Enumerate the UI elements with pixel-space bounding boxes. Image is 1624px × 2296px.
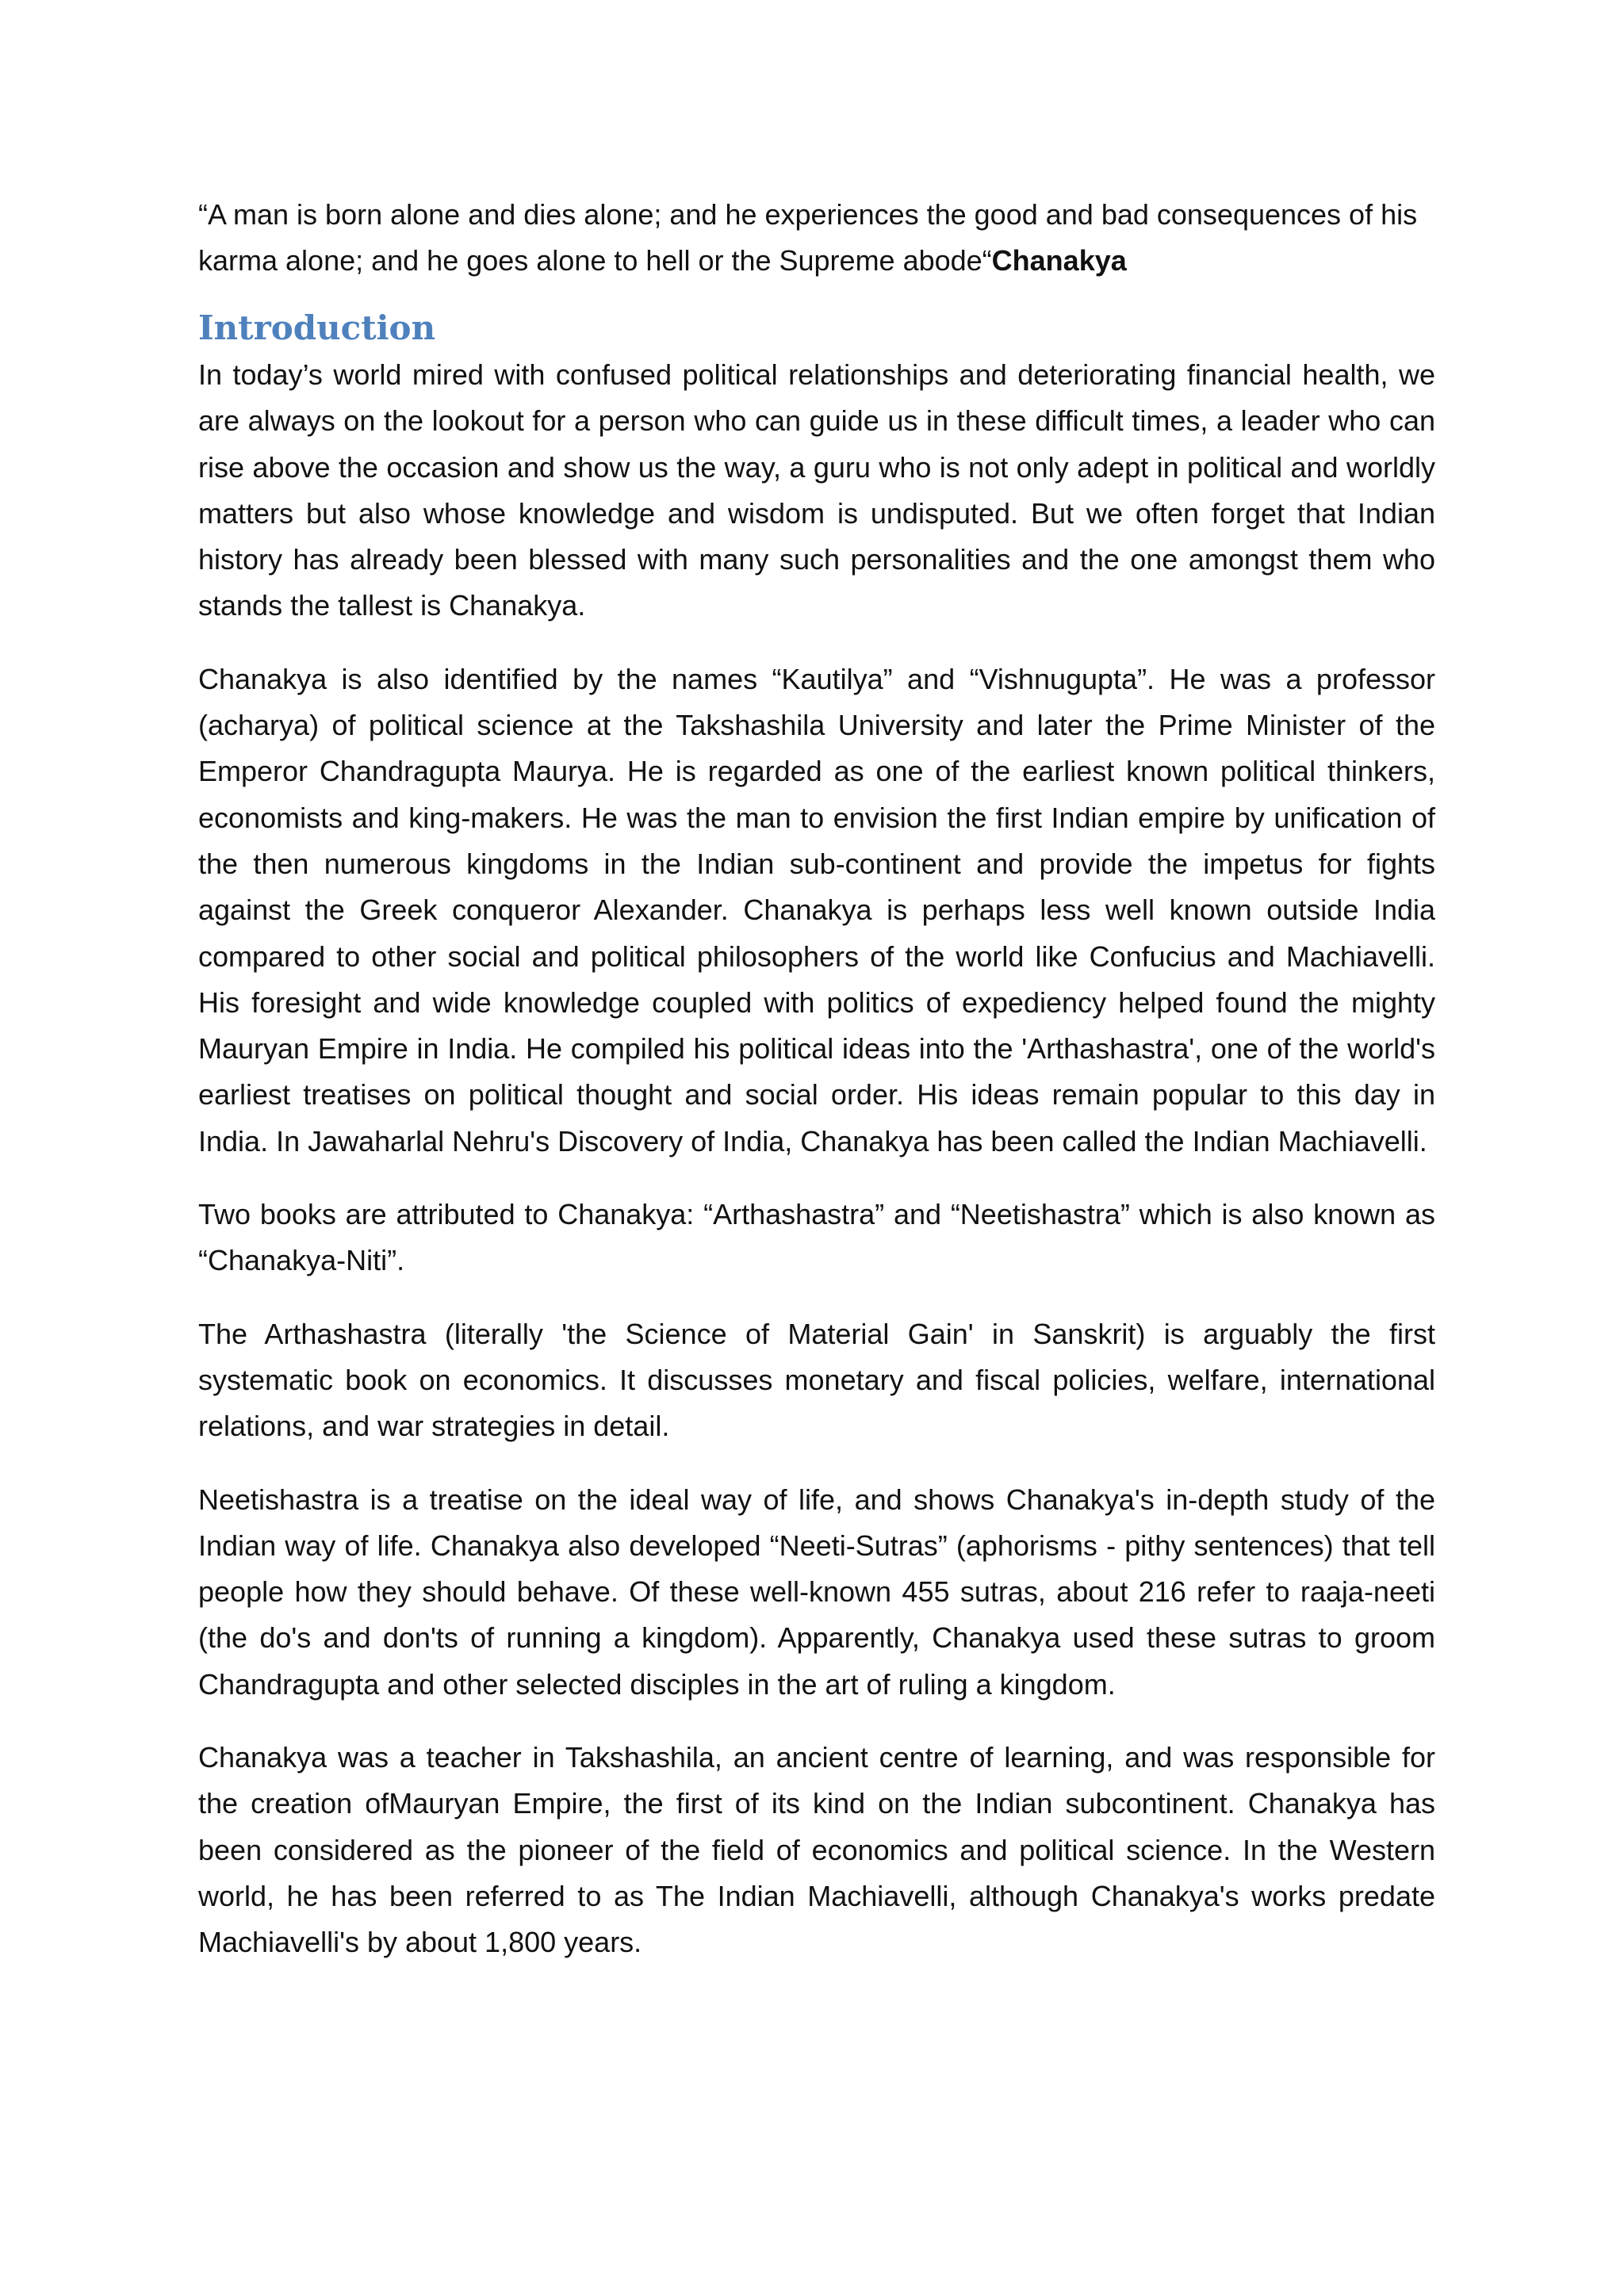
quote-author: Chanakya [991, 244, 1127, 277]
paragraph-identity: Chanakya is also identified by the names “Kautilya” and “Vishnugupta”. He was a professor (acharya) of political science at the Takshashila University and later the Prime Minister of the Emperor Chandragupta Maurya. He is regarded as one of the earliest known political thinkers, economists and king-makers. He was the man to envision the first Indian empire by unification of the then numerous kingdoms in the Indian sub-continent and provide the impetus for fights against the Greek conqueror Alexander. Chanakya is perhaps less well known outside India compared to other social and political philosophers of the world like Confucius and Machiavelli. His foresight and wide knowledge coupled with politics of expediency helped found the mighty Mauryan Empire in India. He compiled his political ideas into the 'Arthashastra', one of the world's earliest treatises on political thought and social order. His ideas remain popular to this day in India. In Jawaharlal Nehru's Discovery of India, Chanakya has been called the Indian Machiavelli. [198, 662, 1435, 1158]
paragraph-teacher: Chanakya was a teacher in Takshashila, an ancient centre of learning, and was responsible for the creation ofMauryan Empire, the first of its kind on the Indian subcontinent. Chanakya has been considered as the pioneer of the field of economics and political science. In the Western world, he has been referred to as The Indian Machiavelli, although Chanakya's works predate Machiavelli's by about 1,800 years. [198, 1741, 1435, 1959]
paragraph-books: Two books are attributed to Chanakya: “Arthashastra” and “Neetishastra” which is also known as “Chanakya-Niti”. [198, 1198, 1435, 1277]
paragraph-intro: In today’s world mired with confused political relationships and deteriorating financial health, we are always on the lookout for a person who can guide us in these difficult times, a leader who can rise above the occasion and show us the way, a guru who is not only adept in political and worldly matters but also whose knowledge and wisdom is undisputed. But we often forget that Indian history has already been blessed with many such personalities and the one amongst them who stands the tallest is Chanakya. [198, 358, 1435, 622]
paragraph-neetishastra: Neetishastra is a treatise on the ideal way of life, and shows Chanakya's in-depth study of the Indian way of life. Chanakya also developed “Neeti-Sutras” (aphorisms - pithy sentences) that tell people how they should behave. Of these well-known 455 sutras, about 216 refer to raaja-neeti (the do's and don'ts of running a kingdom). Apparently, Chanakya used these sutras to groom Chandragupta and other selected disciples in the art of ruling a kingdom. [198, 1483, 1435, 1701]
epigraph-quote [198, 192, 1435, 284]
quote-text: “A man is born alone and dies alone; and he experiences the good and bad consequences of his karma alone; and he goes alone to hell or the Supreme abode“ [198, 198, 1418, 277]
paragraph-arthashastra: The Arthashastra (literally 'the Science of Material Gain' in Sanskrit) is arguably the first systematic book on economics. It discusses monetary and fiscal policies, welfare, international relations, and war strategies in detail. [198, 1317, 1435, 1443]
section-heading: Introduction [198, 308, 436, 347]
document-page [198, 192, 1435, 1993]
